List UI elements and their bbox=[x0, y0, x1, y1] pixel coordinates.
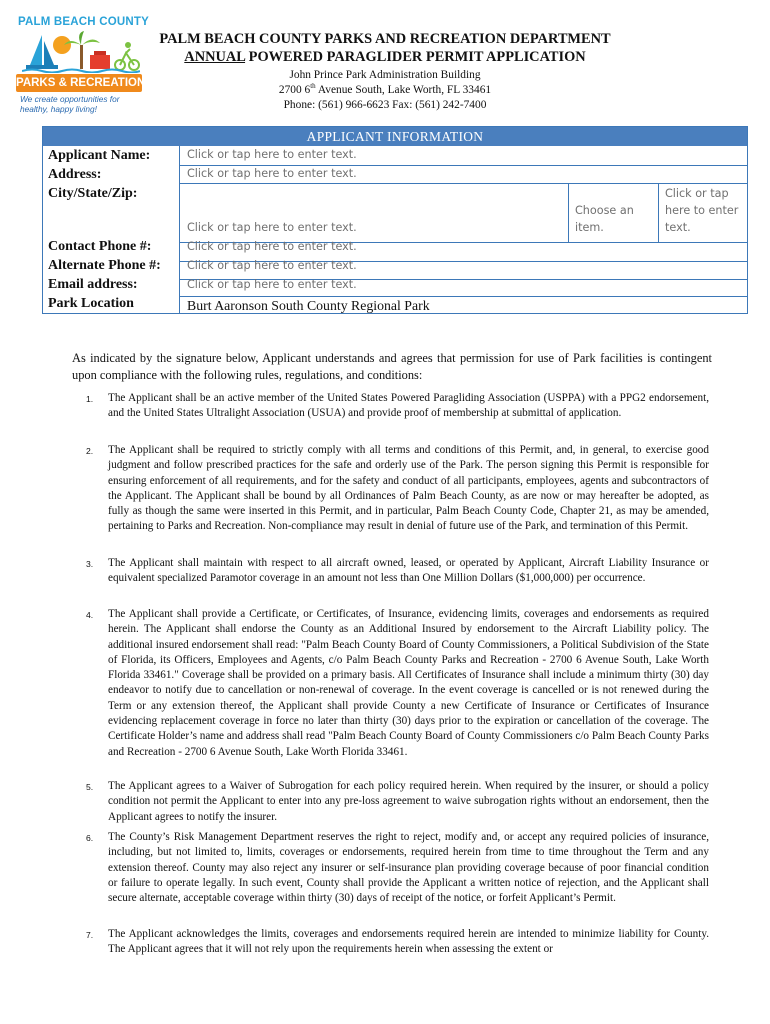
row-divider bbox=[179, 165, 747, 166]
logo-county-text: PALM BEACH COUNTY bbox=[18, 16, 149, 28]
rule-text: The Applicant agrees to a Waiver of Subrogation for each policy required herein. When required by the insurer, or should a policy condition not permit the Applicant to enter into any pre-loss agreement to waive subrogation rights without an endorsement, then the Applicant agrees to notify the insurer. bbox=[108, 780, 709, 823]
logo-tagline: We create opportunities for healthy, happy living! bbox=[20, 94, 120, 114]
rule-text: The Applicant shall maintain with respect to all aircraft owned, leased, or operated by Applicant, Aircraft Liability Insurance or equivalent specialized Paramotor coverage in an amount not less than One Million Dollars ($1,000,000) per occurrence. bbox=[108, 557, 709, 585]
state-cell-divider bbox=[568, 183, 569, 242]
rule-number: 5. bbox=[86, 782, 94, 792]
row-divider bbox=[179, 296, 747, 297]
applicant-info-table bbox=[42, 126, 748, 314]
rule-text: The Applicant shall provide a Certificate, or Certificates, of Insurance, evidencing limits, coverages and endorsements as required herein. The Applicant shall endorse the County as an Additional Insured by endorsement to the Aircraft Liability policy. The additional insured endorsement shall read: "Palm Beach County Board of County Commissioners, a Political Subdivision of the State of Florida, its Officers, Employees and Agents, c/o Palm Beach County Parks and Recreation - 2700 6 Avenue South, Lake Worth Florida 33461." Coverage shall be provided on a primary basis. All Certificates of Insurance shall include a minimum thirty (30) day endeavor to notify due to cancellation or non-renewal of coverage. In the event coverage is cancelled or is not renewed during the Term or any extension thereof, the Applicant shall provide County a new Certificate of Insurance or Certificates of Insurance evidencing replacement coverage in force no later than thirty (30) days prior to the expiration or cancellation of the coverage. The Certificate Holder’s name and address shall read "Palm Beach County Board of County Commissioners c/o Palm Beach County Parks and Recreation - 2700 6 Avenue South, Lake Worth Florida 33461. bbox=[108, 608, 709, 758]
rule-number: 6. bbox=[86, 833, 94, 843]
city-field[interactable]: Click or tap here to enter text. bbox=[187, 221, 357, 234]
street-address bbox=[140, 83, 630, 98]
alternate-phone-field[interactable]: Click or tap here to enter text. bbox=[187, 259, 357, 272]
email-field[interactable]: Click or tap here to enter text. bbox=[187, 278, 357, 291]
applicant-info-heading: APPLICANT INFORMATION bbox=[43, 127, 747, 146]
department-title: PALM BEACH COUNTY PARKS AND RECREATION DEPARTMENT bbox=[159, 31, 611, 47]
address-field[interactable]: Click or tap here to enter text. bbox=[187, 167, 357, 180]
alternate-phone-label: Alternate Phone #: bbox=[48, 258, 161, 273]
applicant-name-label: Applicant Name: bbox=[48, 148, 151, 163]
form-title bbox=[140, 48, 630, 66]
zip-field[interactable]: Click or tap here to enter text. bbox=[665, 187, 739, 234]
rule-text: The County’s Risk Management Department reserves the right to reject, modify and, or accept any required policies of insurance, including, but not limited to, limits, coverages or endorsements, required herein from time to time throughout the Term and any extension thereof. County may also reject any insurer or self-insurance plan providing coverage because of poor financial condition or failure to operate legally. In such event, County shall provide the Applicant a written notice of rejection, and the Applicant shall secure alternate, acceptable coverage within thirty (30) days of receipt of the notice, or forfeit Applicant’s Permit. bbox=[108, 831, 709, 905]
form-title-annual: ANNUAL bbox=[184, 49, 246, 65]
address-suffix: th bbox=[310, 82, 316, 91]
rule-number: 1. bbox=[86, 394, 94, 404]
contact-phone-label: Contact Phone #: bbox=[48, 239, 152, 254]
label-column-divider bbox=[179, 146, 180, 314]
park-location-value[interactable]: Burt Aaronson South County Regional Park bbox=[187, 298, 430, 313]
zip-cell-divider bbox=[658, 183, 659, 242]
address-label: Address: bbox=[48, 167, 102, 182]
park-location-label: Park Location bbox=[48, 296, 134, 311]
phone-fax: Phone: (561) 966-6623 Fax: (561) 242-7400 bbox=[283, 99, 487, 111]
contact-phone-field[interactable]: Click or tap here to enter text. bbox=[187, 240, 357, 253]
address-number: 2700 6 bbox=[278, 84, 311, 96]
document-header bbox=[140, 30, 630, 113]
city-state-zip-label: City/State/Zip: bbox=[48, 186, 138, 201]
logo-banner: PARKS & RECREATION bbox=[16, 74, 142, 92]
form-title-rest: POWERED PARAGLIDER PERMIT APPLICATION bbox=[245, 49, 586, 65]
parks-logo bbox=[16, 16, 149, 118]
rule-number: 4. bbox=[86, 610, 94, 620]
building-name: John Prince Park Administration Building bbox=[289, 69, 481, 81]
logo-scene-icon bbox=[22, 31, 140, 73]
rule-number: 7. bbox=[86, 930, 94, 940]
rule-number: 3. bbox=[86, 559, 94, 569]
address-rest: Avenue South, Lake Worth, FL 33461 bbox=[315, 84, 492, 96]
rule-text: The Applicant shall be required to strictly comply with all terms and conditions of this Permit, and, in general, to exercise good judgment and follow prescribed practices for the safe and orderly use of the Park. The person signing this Permit is responsible for ensuring enforcement of all requirements, and for the safety and conduct of all participants, employees, agents and subcontractors of the Applicant. The Applicant shall be bound by all Ordinances of Palm Beach County, as are now or may hereafter be adopted, as fully as though the same were inserted in this Permit, and in particular, Palm Beach County Code, Chapter 21, as may be amended, pertaining to Parks and Recreation. Non-compliance may result in denial of future use of the Park, and termination of this Permit. bbox=[108, 444, 709, 533]
applicant-name-field[interactable]: Click or tap here to enter text. bbox=[187, 148, 357, 161]
state-dropdown[interactable]: Choose an item. bbox=[575, 204, 634, 234]
rule-number: 2. bbox=[86, 446, 94, 456]
rule-text: The Applicant shall be an active member of the United States Powered Paragliding Association (USPPA) with a PPG2 endorsement, and the United States Ultralight Association (USUA) and provide proof of membership at submittal of application. bbox=[108, 392, 709, 420]
intro-paragraph: As indicated by the signature below, Applicant understands and agrees that permission for use of Park facilities is contingent upon compliance with the following rules, regulations, and conditions: bbox=[72, 351, 712, 382]
rule-text: The Applicant acknowledges the limits, coverages and endorsements required herein are intended to minimize liability for County. The Applicant agrees that it will not rely upon the requirements herein when assessing the extent or bbox=[108, 928, 709, 956]
row-divider bbox=[179, 183, 747, 184]
email-label: Email address: bbox=[48, 277, 138, 292]
